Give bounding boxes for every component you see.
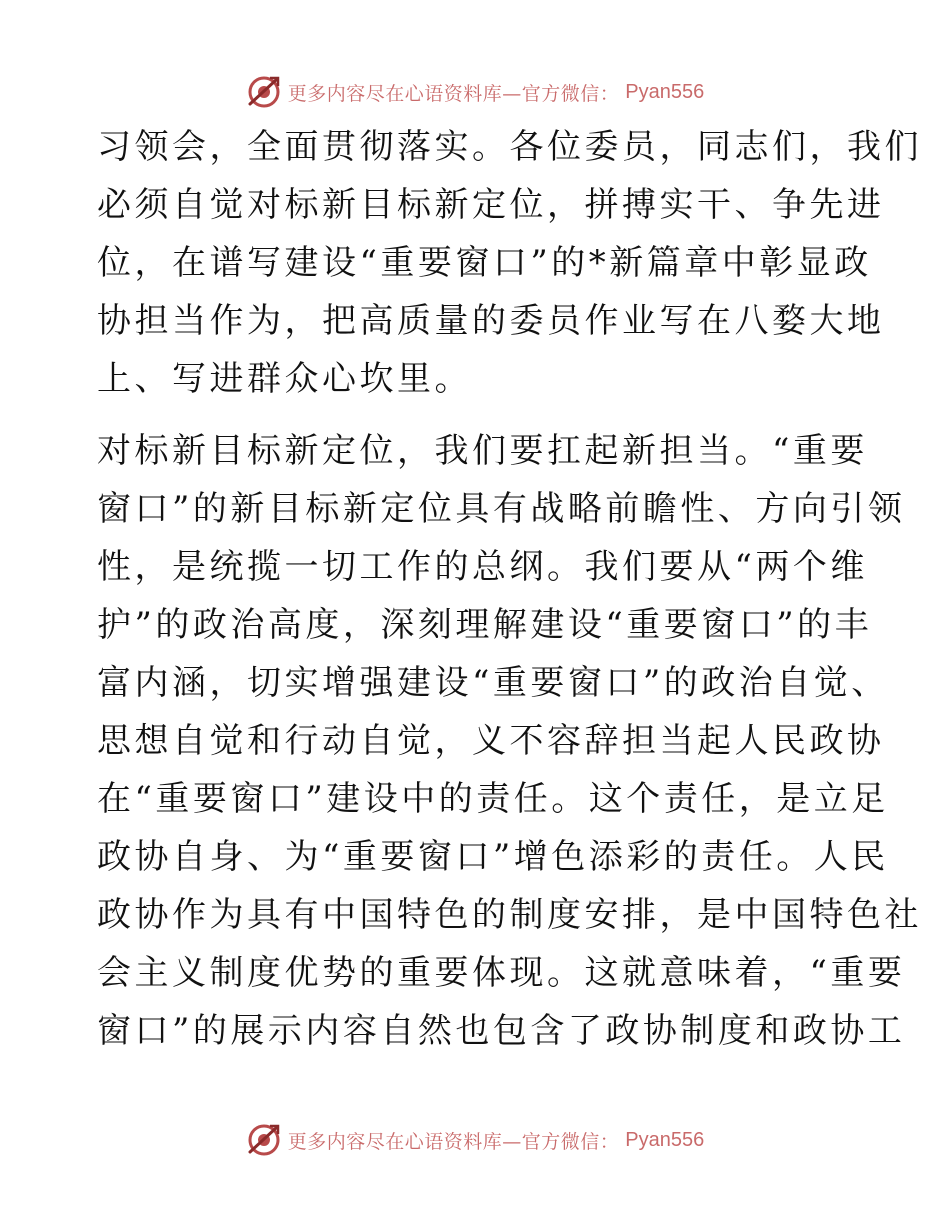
watermark-text: 更多内容尽在心语资料库—官方微信： (287, 1130, 620, 1153)
watermark-wechat-id: Pyan556 (625, 1128, 705, 1151)
document-body (97, 118, 922, 1060)
text-line: 富内涵，切实增强建设“重要窗口”的政治自觉、 (97, 663, 889, 703)
brand-logo-icon (246, 1122, 282, 1158)
text-line: 对标新目标新定位，我们要扛起新担当。“重要 (97, 431, 868, 471)
text-line: 会主义制度优势的重要体现。这就意味着，“重要 (97, 953, 906, 993)
text-line: 性，是统揽一切工作的总纲。我们要从“两个维 (97, 547, 868, 587)
watermark-wechat-id: Pyan556 (625, 80, 705, 103)
brand-logo-icon (246, 74, 282, 110)
text-line: 上、写进群众心坎里。 (97, 359, 472, 399)
watermark-text: 更多内容尽在心语资料库—官方微信： (287, 82, 620, 105)
paragraph-spacer (97, 408, 857, 422)
text-line: 必须自觉对标新目标新定位，拼搏实干、争先进 (97, 185, 885, 225)
text-line: 习领会，全面贯彻落实。各位委员，同志们，我们 (97, 127, 922, 167)
text-line: 护”的政治高度，深刻理解建设“重要窗口”的丰 (97, 605, 873, 645)
text-line: 位，在谱写建设“重要窗口”的*新篇章中彰显政 (97, 243, 872, 283)
text-line: 政协作为具有中国特色的制度安排，是中国特色社 (97, 895, 922, 935)
text-line: 窗口”的新目标新定位具有战略前瞻性、方向引领 (97, 489, 906, 529)
header-watermark (0, 72, 950, 112)
footer-watermark (0, 1120, 950, 1160)
text-line: 窗口”的展示内容自然也包含了政协制度和政协工 (97, 1011, 906, 1051)
text-line: 在“重要窗口”建设中的责任。这个责任，是立足 (97, 779, 889, 819)
text-line: 思想自觉和行动自觉，义不容辞担当起人民政协 (97, 721, 885, 761)
text-line: 协担当作为，把高质量的委员作业写在八婺大地 (97, 301, 885, 341)
paragraph-1 (97, 118, 922, 408)
paragraph-2 (97, 422, 922, 1060)
text-line: 政协自身、为“重要窗口”增色添彩的责任。人民 (97, 837, 889, 877)
